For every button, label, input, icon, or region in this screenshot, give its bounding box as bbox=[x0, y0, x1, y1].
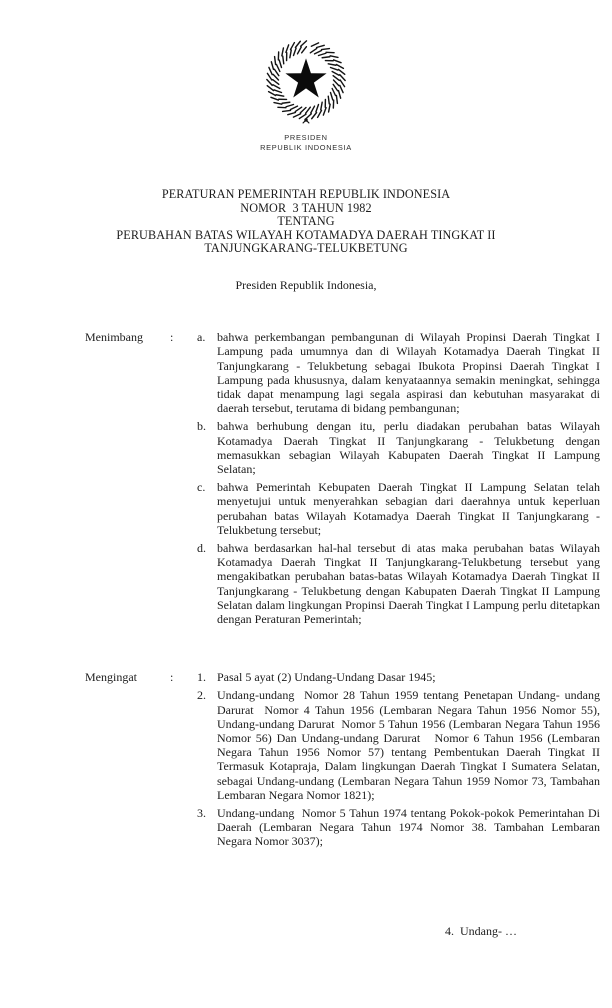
item-text: bahwa berdasarkan hal-hal tersebut di atas maka perubahan batas Wilayah Kotamadya Daerah Tingkat II Tanjungkarang-Telukbetung tersebut yang mengakibatkan perubahan batas-batas Wilayah Kotamadya Daerah Tingkat II Tanjungkarang - Telukbetung dengan Kabupaten Daerah Tingkat II Lampung Selatan dalam lingkungan Propinsi Daerah Tingkat I Lampung perlu ditetapkan dengan Peraturan Pemerintah; bbox=[217, 541, 600, 627]
item-marker: 3. bbox=[197, 806, 206, 821]
title-line-tentang: TENTANG bbox=[277, 214, 335, 229]
section-colon: : bbox=[170, 330, 174, 345]
title-line-tanjungkarang: TANJUNGKARANG-TELUKBETUNG bbox=[204, 241, 408, 256]
star-icon bbox=[285, 58, 326, 97]
title-line-nomor: NOMOR 3 TAHUN 1982 bbox=[240, 200, 372, 215]
item-text: Pasal 5 ayat (2) Undang-Undang Dasar 1945; bbox=[217, 670, 436, 685]
section-menimbang bbox=[0, 330, 612, 626]
title-line-perubahan: PERUBAHAN BATAS WILAYAH KOTAMADYA DAERAH TINGKAT II bbox=[116, 227, 496, 242]
document-title bbox=[0, 188, 612, 256]
section-label: Mengingat bbox=[85, 670, 137, 685]
item-text: Undang-undang Nomor 5 Tahun 1974 tentang Pokok-pokok Pemerintahan Di Daerah (Lembaran Negara Tahun 1974 Nomor 38. Tambahan Lembaran Negara Nomor 3037); bbox=[217, 806, 600, 849]
presidential-seal bbox=[256, 30, 356, 130]
item-marker: c. bbox=[197, 480, 206, 495]
item-marker: a. bbox=[197, 330, 206, 345]
list-item bbox=[197, 480, 600, 537]
section-items bbox=[197, 330, 600, 626]
letterhead bbox=[0, 133, 612, 152]
item-marker: 1. bbox=[197, 670, 206, 685]
list-item bbox=[197, 330, 600, 415]
list-item bbox=[197, 541, 600, 626]
item-text: bahwa berhubung dengan itu, perlu diadakan perubahan batas Wilayah Kotamadya Daerah Tingkat II Tanjungkarang - Telukbetung dengan memasukkan sebagian Wilayah Kabupaten Daerah Tingkat II Lampung Selatan; bbox=[217, 419, 600, 476]
item-marker: b. bbox=[197, 419, 206, 434]
item-text: Undang-undang Nomor 28 Tahun 1959 tentang Penetapan Undang- undang Darurat Nomor 4 Tahun 1956 (Lembaran Negara Tahun 1956 Nomor 55), Undang-undang Darurat Nomor 5 Tahun 1956 (Lembaran Negara Tahun 1956 Nomor 56) Dan Undang-undang Darurat Nomor 6 Tahun 1956 (Lembaran Negara Tahun 1956 Nomor 57) tentang Pembentukan Daerah Tingkat II Termasuk Kotapraja, Dalam lingkungan Daerah Tingkat I Sumatera Selatan, sebagai Undang-undang (Lembaran Negara Tahun 1959 Nomor 73, Tambahan Lembaran Negara Nomor 1821); bbox=[217, 688, 600, 802]
section-items bbox=[197, 670, 600, 848]
list-item bbox=[197, 419, 600, 476]
title-line-peraturan: PERATURAN PEMERINTAH REPUBLIK INDONESIA bbox=[161, 187, 451, 201]
star-wreath-icon bbox=[256, 30, 356, 130]
list-item bbox=[197, 670, 600, 684]
letterhead-republik-indonesia: REPUBLIK INDONESIA bbox=[260, 142, 352, 152]
item-text: bahwa Pemerintah Kebupaten Daerah Tingkat II Lampung Selatan telah menyetujui untuk menyerahkan sebagian dari daerahnya untuk keperluan perubahan batas Wilayah Kotamadya Daerah Tingkat II Tanjungkarang - Telukbetung tersebut; bbox=[217, 480, 600, 537]
page-continuation-catchword: 4. Undang- … bbox=[445, 924, 517, 938]
section-mengingat bbox=[0, 670, 612, 848]
section-colon: : bbox=[170, 670, 174, 685]
list-item bbox=[197, 806, 600, 849]
list-item bbox=[197, 688, 600, 802]
item-marker: d. bbox=[197, 541, 206, 556]
letterhead-presiden: PRESIDEN bbox=[284, 133, 328, 142]
item-text: bahwa perkembangan pembangunan di Wilayah Propinsi Daerah Tingkat I Lampung pada umumnya dan di Wilayah Kotamadya Daerah Tingkat II Tanjungkarang - Telukbetung sebagai Ibukota Propinsi Daerah Tingkat I Lampung pada khususnya, dalam kenyataannya semakin meningkat, sehingga tidak dapat menampung lagi segala aspirasi dan kebutuhan masyarakat di daerah tersebut, terutama di bidang pembangunan; bbox=[217, 330, 600, 416]
salutation: Presiden Republik Indonesia, bbox=[235, 277, 377, 292]
item-marker: 2. bbox=[197, 688, 206, 703]
section-label: Menimbang bbox=[85, 330, 143, 345]
